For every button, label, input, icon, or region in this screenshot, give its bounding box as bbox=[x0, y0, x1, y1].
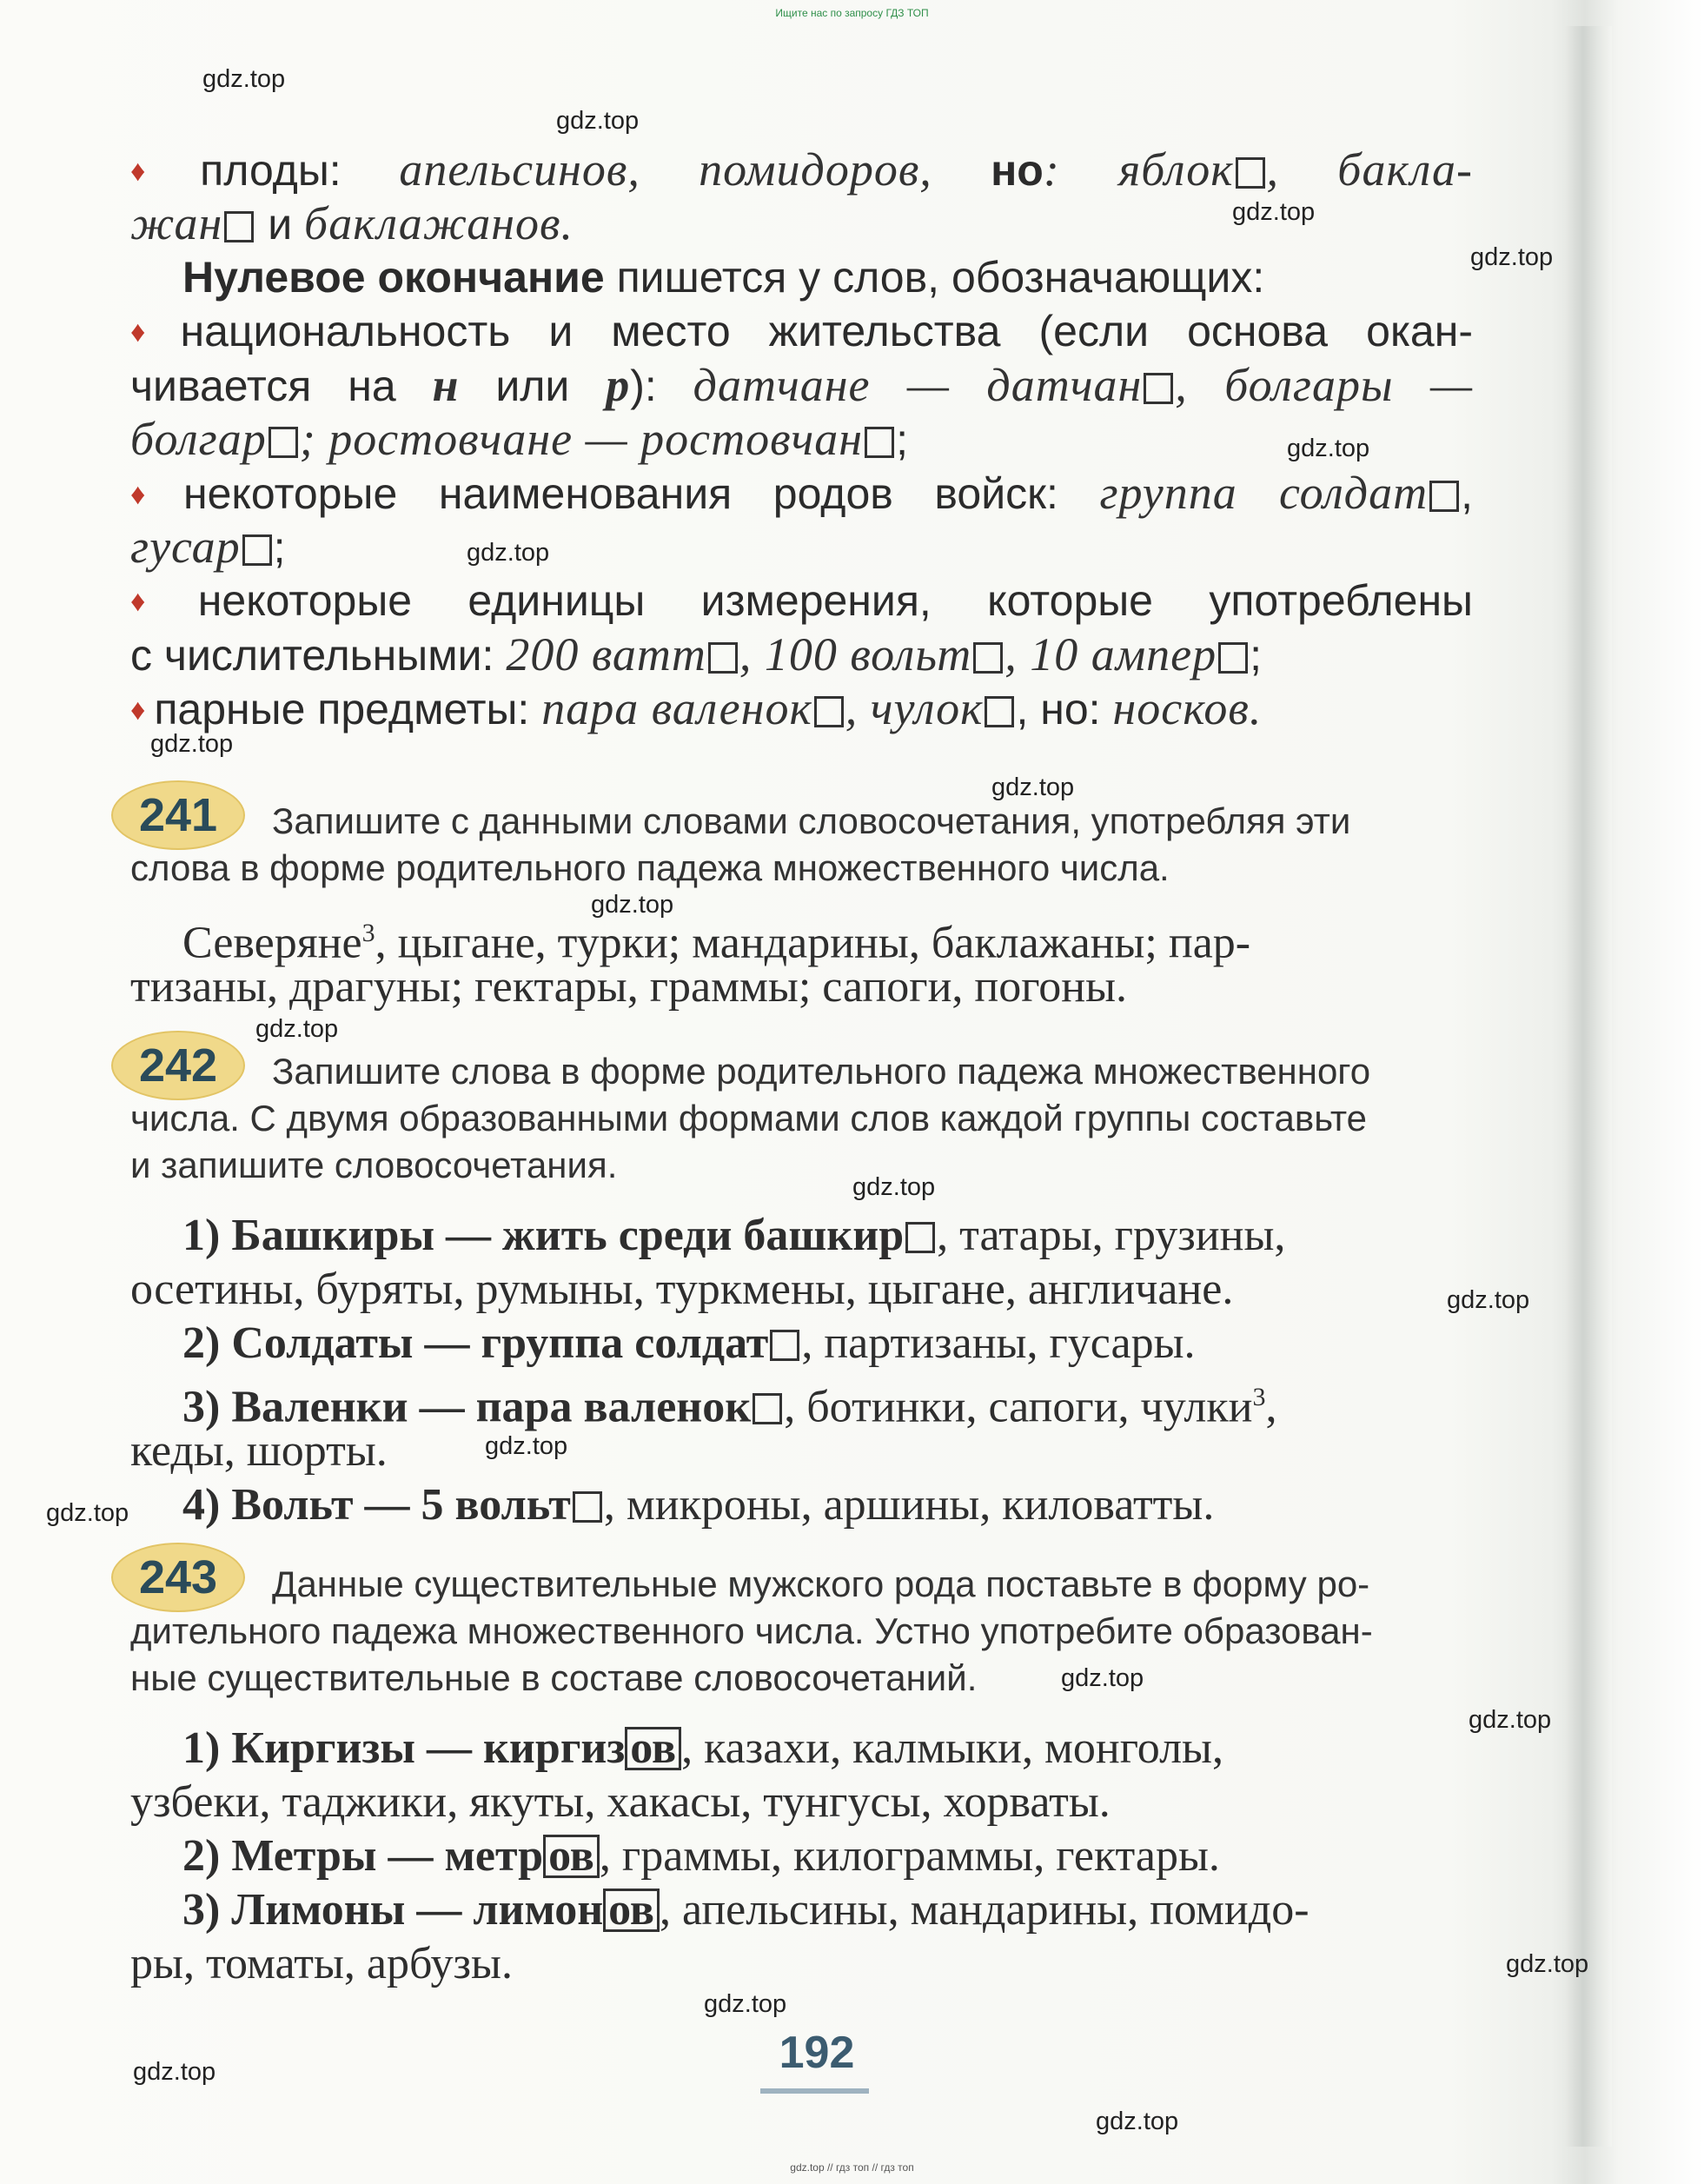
example-line: 2) Метры — метр ов , граммы, килограммы, гектары. bbox=[182, 1831, 1220, 1881]
ending-box: ов bbox=[603, 1889, 660, 1932]
watermark: gdz.top bbox=[852, 1173, 936, 1201]
watermark: gdz.top bbox=[1447, 1286, 1530, 1314]
empty-ending-box bbox=[1429, 481, 1459, 512]
example-line: узбеки, таджики, якуты, хакасы, тунгусы, хорваты. bbox=[130, 1777, 1111, 1827]
watermark: gdz.top bbox=[1287, 435, 1370, 462]
bottom-note: gdz.top // гдз топ // гдз топ bbox=[790, 2161, 914, 2174]
book-spine-shadow bbox=[1564, 26, 1612, 2147]
rule-line: гусар ; bbox=[130, 521, 286, 573]
empty-ending-box bbox=[269, 427, 298, 458]
example-line: 4) Вольт — 5 вольт , микроны, аршины, киловатты. bbox=[182, 1480, 1215, 1530]
task-instruction: Запишите слова в форме родительного падежа множественного bbox=[272, 1051, 1371, 1092]
ending-box: ов bbox=[543, 1835, 600, 1878]
task-instruction: числа. С двумя образованными формами слов каждой группы составьте bbox=[130, 1098, 1367, 1138]
task-number-badge: 242 bbox=[111, 1031, 245, 1100]
example-line: осетины, буряты, румыны, туркмены, цыгане, англичане. bbox=[130, 1265, 1234, 1314]
page-number-underline bbox=[760, 2088, 869, 2094]
watermark: gdz.top bbox=[1061, 1664, 1144, 1692]
rule-line: чивается на н или р): датчане — датчан , болгары — bbox=[130, 359, 1473, 411]
empty-ending-box bbox=[814, 696, 844, 727]
watermark: gdz.top bbox=[467, 539, 550, 567]
task-instruction: слова в форме родительного падежа множественного числа. bbox=[130, 847, 1170, 888]
watermark: gdz.top bbox=[150, 730, 234, 758]
empty-ending-box bbox=[770, 1330, 799, 1361]
example-line: 3) Лимоны — лимон ов , апельсины, мандарины, помидо- bbox=[182, 1885, 1309, 1935]
watermark: gdz.top bbox=[202, 65, 286, 93]
page-number: 192 bbox=[779, 2028, 855, 2078]
empty-ending-box bbox=[224, 211, 254, 242]
example-line: ры, томаты, арбузы. bbox=[130, 1939, 513, 1988]
rule-line: жан и баклажанов. bbox=[130, 197, 574, 249]
empty-ending-box bbox=[905, 1222, 935, 1253]
task-instruction: Запишите с данными словами словосочетания, употребляя эти bbox=[272, 800, 1351, 841]
rule-line: ♦ парные предметы: пара валенок , чулок , но: носков. bbox=[130, 682, 1263, 734]
task-number-badge: 241 bbox=[111, 780, 245, 850]
watermark: gdz.top bbox=[591, 891, 674, 919]
diamond-bullet-icon: ♦ bbox=[130, 155, 192, 188]
empty-ending-box bbox=[985, 696, 1014, 727]
ending-box: ов bbox=[625, 1727, 681, 1770]
empty-ending-box bbox=[973, 642, 1003, 674]
watermark: gdz.top bbox=[991, 773, 1075, 801]
rule-line: ♦ некоторые единицы измерения, которые употреблены bbox=[130, 576, 1473, 625]
empty-ending-box bbox=[573, 1491, 602, 1523]
empty-ending-box bbox=[1144, 373, 1173, 404]
example-line: 1) Киргизы — киргиз ов , казахи, калмыки, монголы, bbox=[182, 1723, 1223, 1773]
task-instruction: ные существительные в составе словосочетаний. bbox=[130, 1657, 978, 1698]
diamond-bullet-icon: ♦ bbox=[130, 694, 146, 727]
empty-ending-box bbox=[865, 427, 894, 458]
watermark: gdz.top bbox=[46, 1499, 129, 1527]
watermark: gdz.top bbox=[485, 1432, 568, 1460]
example-line: тизаны, драгуны; гектары, граммы; сапоги, погоны. bbox=[130, 962, 1128, 1012]
empty-ending-box bbox=[708, 642, 738, 674]
empty-ending-box bbox=[1236, 157, 1265, 189]
example-line: Северяне$^3$, цыгане, турки; мандарины, баклажаны; пар- bbox=[182, 918, 1251, 968]
watermark: gdz.top bbox=[1232, 198, 1316, 226]
rule-line: ♦ плоды: апельсинов, помидоров, но: яблок , бакла- bbox=[130, 143, 1473, 196]
watermark: gdz.top bbox=[1470, 243, 1554, 271]
empty-ending-box bbox=[753, 1393, 782, 1424]
task-instruction: Данные существительные мужского рода поставьте в форму ро- bbox=[272, 1563, 1370, 1604]
watermark: gdz.top bbox=[133, 2058, 216, 2086]
empty-ending-box bbox=[242, 534, 272, 566]
watermark: gdz.top bbox=[1096, 2108, 1179, 2135]
watermark: gdz.top bbox=[556, 107, 640, 135]
rule-heading: Нулевое окончание пишется у слов, обозначающих: bbox=[182, 253, 1265, 302]
rule-line: ♦ некоторые наименования родов войск: группа солдат , bbox=[130, 467, 1473, 519]
task-instruction: дительного падежа множественного числа. Устно употребите образован- bbox=[130, 1610, 1373, 1651]
rule-line: с числительными: 200 ватт , 100 вольт , 10 ампер ; bbox=[130, 628, 1263, 680]
rule-line: болгар ; ростовчане — ростовчан ; bbox=[130, 413, 908, 465]
watermark: gdz.top bbox=[1469, 1706, 1552, 1734]
watermark: gdz.top bbox=[704, 1990, 787, 2018]
example-line: 1) Башкиры — жить среди башкир , татары, грузины, bbox=[182, 1211, 1286, 1260]
rule-line: ♦ национальность и место жительства (если основа окан- bbox=[130, 307, 1473, 355]
watermark: gdz.top bbox=[255, 1015, 339, 1043]
top-promo-note: Ищите нас по запросу ГДЗ ТОП bbox=[775, 7, 929, 19]
diamond-bullet-icon: ♦ bbox=[130, 585, 189, 618]
example-line: 2) Солдаты — группа солдат , партизаны, гусары. bbox=[182, 1318, 1196, 1368]
task-instruction: и запишите словосочетания. bbox=[130, 1145, 618, 1185]
diamond-bullet-icon: ♦ bbox=[130, 478, 176, 511]
example-line: кеды, шорты. bbox=[130, 1426, 388, 1476]
empty-ending-box bbox=[1218, 642, 1248, 674]
diamond-bullet-icon: ♦ bbox=[130, 315, 172, 349]
example-line: 3) Валенки — пара валенок , ботинки, сапоги, чулки$^3$, bbox=[182, 1382, 1277, 1432]
task-number-badge: 243 bbox=[111, 1543, 245, 1612]
watermark: gdz.top bbox=[1506, 1950, 1589, 1978]
